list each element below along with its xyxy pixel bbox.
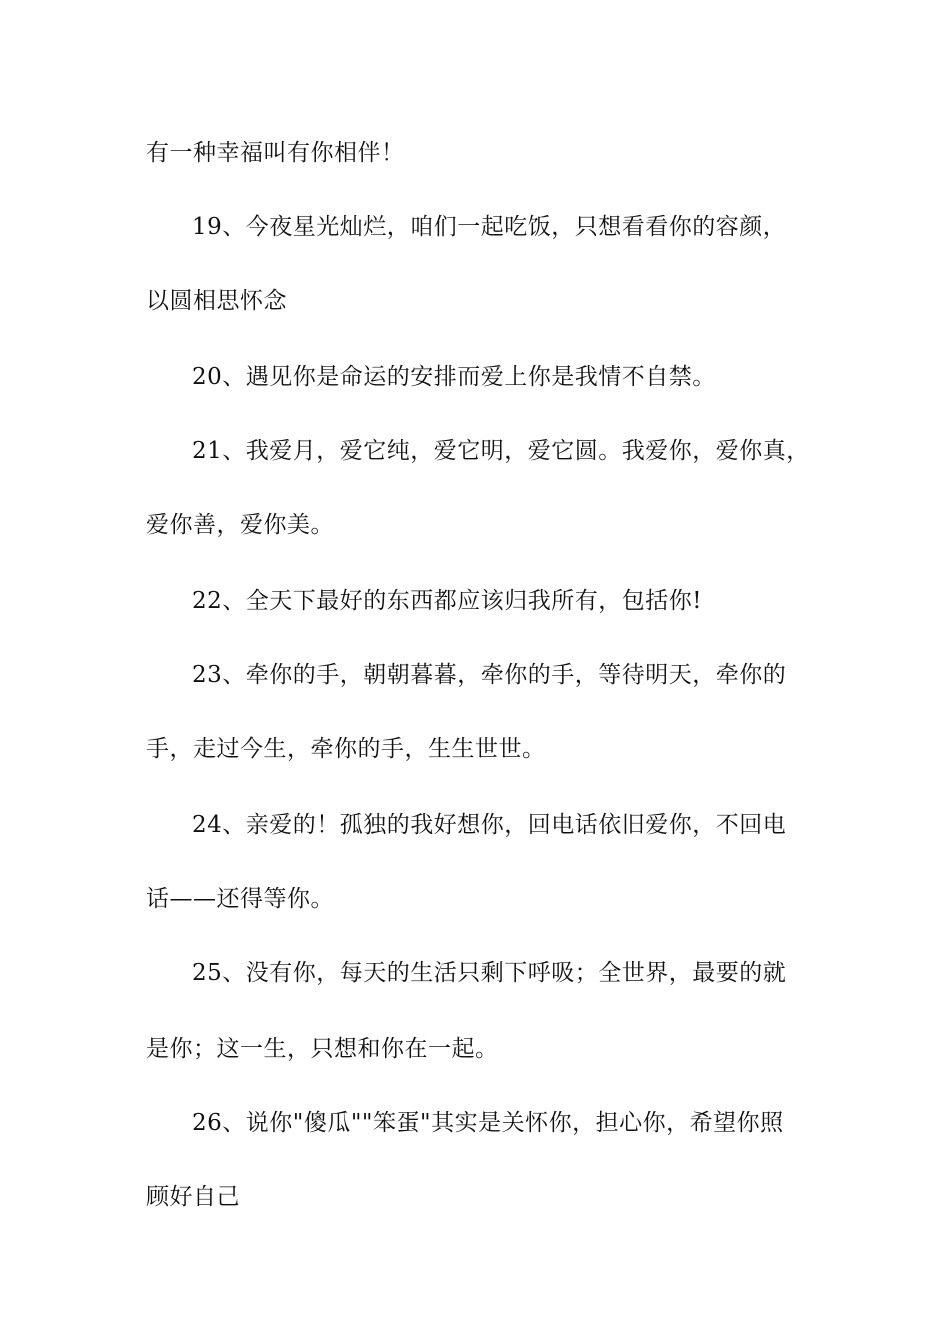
paragraph-line: 话——还得等你。 [146, 886, 334, 912]
paragraph-line: 顾好自己 [146, 1184, 240, 1210]
paragraph-line: 26、说你"傻瓜""笨蛋"其实是关怀你，担心你，希望你照 [192, 1110, 784, 1136]
paragraph-line: 手，走过今生，牵你的手，生生世世。 [146, 736, 546, 762]
paragraph-line: 是你；这一生，只想和你在一起。 [146, 1036, 499, 1062]
paragraph-line: 24、亲爱的！孤独的我好想你，回电话依旧爱你，不回电 [192, 812, 787, 838]
paragraph-line: 爱你善，爱你美。 [146, 512, 334, 538]
paragraph-line: 以圆相思怀念 [146, 288, 287, 314]
paragraph-line: 23、牵你的手，朝朝暮暮，牵你的手，等待明天，牵你的 [192, 662, 787, 688]
paragraph-line: 19、今夜星光灿烂，咱们一起吃饭，只想看看你的容颜， [192, 214, 787, 240]
paragraph-line: 有一种幸福叫有你相伴！ [146, 140, 405, 166]
paragraph-line: 21、我爱月，爱它纯，爱它明，爱它圆。我爱你，爱你真， [192, 438, 810, 464]
paragraph-line: 22、全天下最好的东西都应该归我所有，包括你! [192, 588, 703, 614]
paragraph-line: 25、没有你，每天的生活只剩下呼吸；全世界，最要的就 [192, 960, 787, 986]
paragraph-line: 20、遇见你是命运的安排而爱上你是我情不自禁。 [192, 364, 716, 390]
